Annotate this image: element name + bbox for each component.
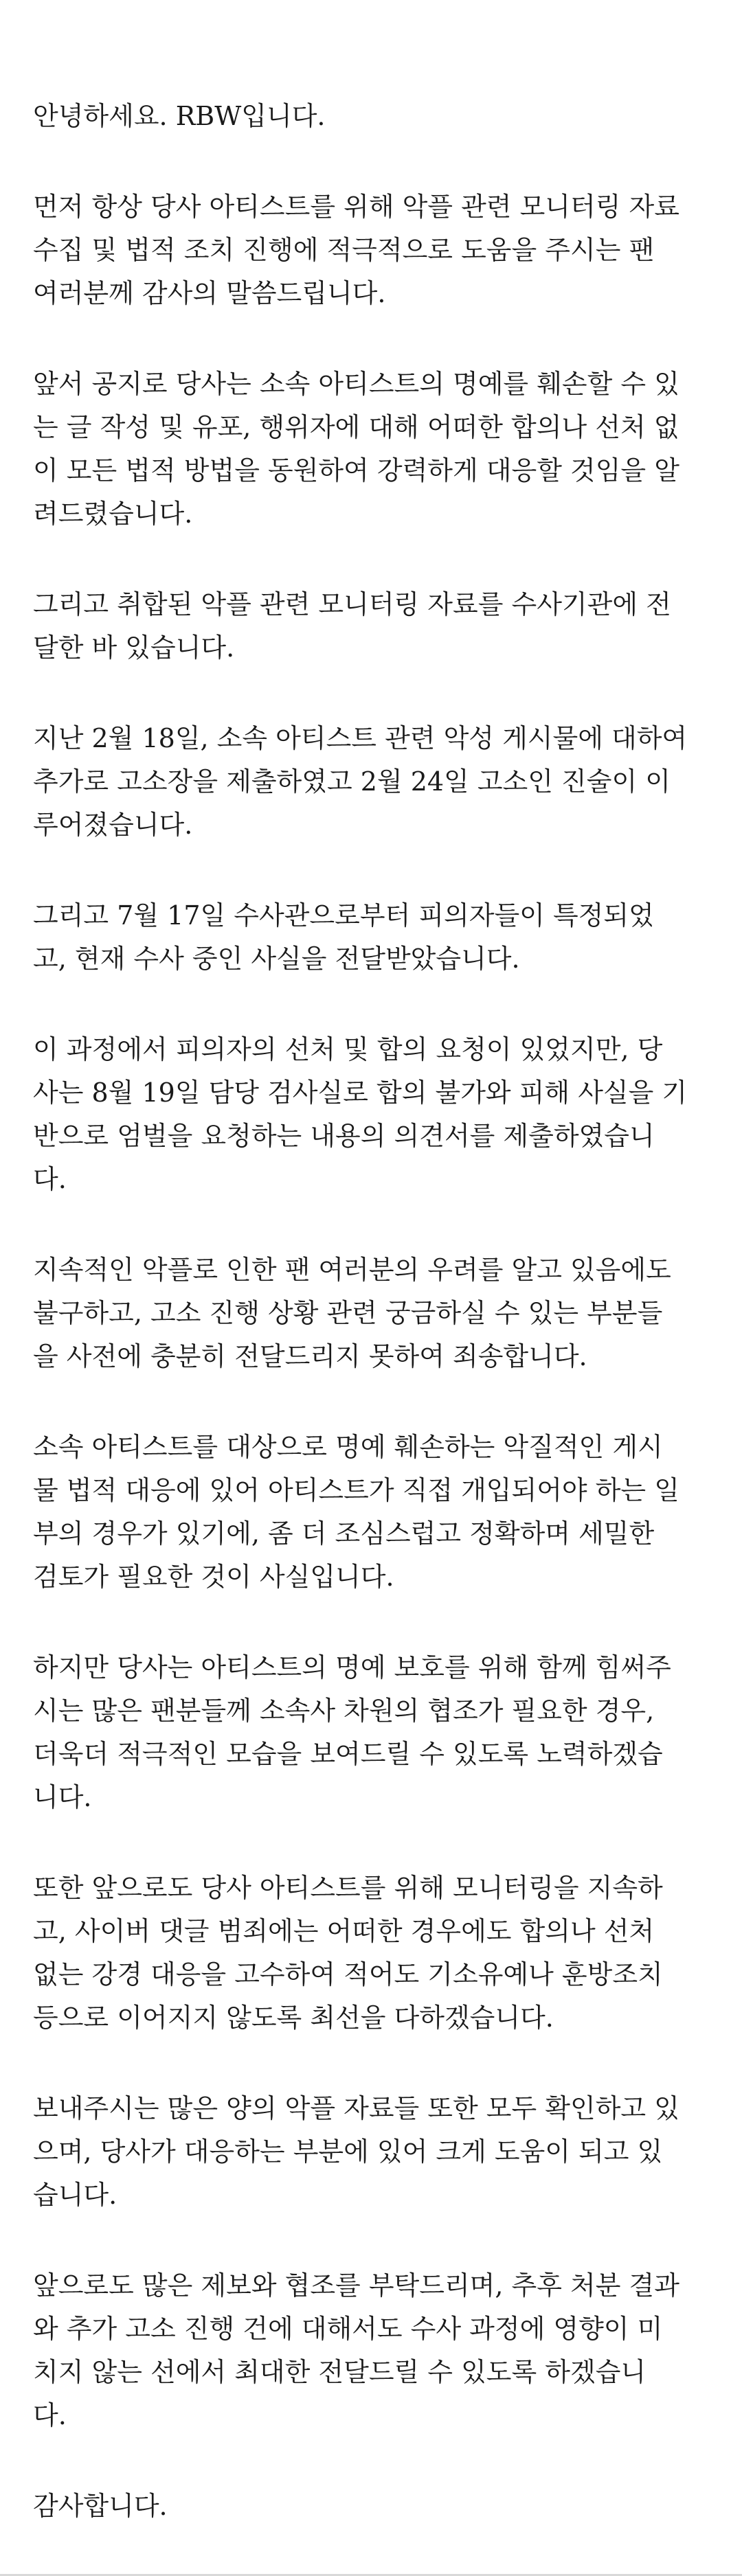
future-updates-paragraph: 앞으로도 많은 제보와 협조를 부탁드리며, 추후 처분 결과 와 추가 고소 진행 건에 대해서도 수사 과정에 영향이 미 치지 않는 선에서 최대한 전달드릴 수 있도록 하겠습니 다. <box>33 2270 679 2430</box>
notice-body <box>33 95 713 2528</box>
monitoring-commitment-paragraph: 또한 앞으로도 당사 아티스트를 위해 모니터링을 지속하 고, 사이버 댓글 범죄에는 어떠한 경우에도 합의나 선처 없는 강경 대응을 고수하여 적어도 기소유예나 훈방조치 등으로 이어지지 않도록 최선을 다하겠습니다. <box>33 1873 663 2033</box>
apology-paragraph: 지속적인 악플로 인한 팬 여러분의 우려를 알고 있음에도 불구하고, 고소 진행 상황 관련 궁금하실 수 있는 부분들 을 사전에 충분히 전달드리지 못하여 죄송합니다. <box>33 1255 671 1371</box>
greeting-paragraph: 안녕하세요. RBW입니다. <box>33 101 326 131</box>
reports-received-paragraph: 보내주시는 많은 양의 악플 자료들 또한 모두 확인하고 있 으며, 당사가 대응하는 부분에 있어 크게 도움이 되고 있 습니다. <box>33 2093 679 2210</box>
cooperation-paragraph: 하지만 당사는 아티스트의 명예 보호를 위해 함께 힘써주 시는 많은 팬분들께 소속사 차원의 협조가 필요한 경우, 더욱더 적극적인 모습을 보여드릴 수 있도록 노력하겠습 니다. <box>33 1652 671 1812</box>
complaint-filed-paragraph: 지난 2월 18일, 소속 아티스트 관련 악성 게시물에 대하여 추가로 고소장을 제출하였고 2월 24일 고소인 진술이 이 루어졌습니다. <box>33 723 688 840</box>
opinion-submitted-paragraph: 이 과정에서 피의자의 선처 및 합의 요청이 있었지만, 당 사는 8월 19일 담당 검사실로 합의 불가와 피해 사실을 기 반으로 엄벌을 요청하는 내용의 의견서를 제출하였습니 다. <box>33 1034 688 1194</box>
careful-review-paragraph: 소속 아티스트를 대상으로 명예 훼손하는 악질적인 게시 물 법적 대응에 있어 아티스트가 직접 개입되어야 하는 일 부의 경우가 있기에, 좀 더 조심스럽고 정확하며 세밀한 검토가 필요한 것이 사실입니다. <box>33 1432 679 1592</box>
closing-paragraph: 감사합니다. <box>33 2491 168 2521</box>
previous-notice-paragraph: 앞서 공지로 당사는 소속 아티스트의 명예를 훼손할 수 있 는 글 작성 및 유포, 행위자에 대해 어떠한 합의나 선처 없 이 모든 법적 방법을 동원하여 강력하게 대응할 것임을 알 려드렸습니다. <box>33 369 679 529</box>
evidence-submitted-paragraph: 그리고 취합된 악플 관련 모니터링 자료를 수사기관에 전 달한 바 있습니다. <box>33 589 671 663</box>
suspects-identified-paragraph: 그리고 7월 17일 수사관으로부터 피의자들이 특정되었 고, 현재 수사 중인 사실을 전달받았습니다. <box>33 900 654 974</box>
thanks-paragraph: 먼저 항상 당사 아티스트를 위해 악플 관련 모니터링 자료 수집 및 법적 조치 진행에 적극적으로 도움을 주시는 팬 여러분께 감사의 말씀드립니다. <box>33 192 679 308</box>
